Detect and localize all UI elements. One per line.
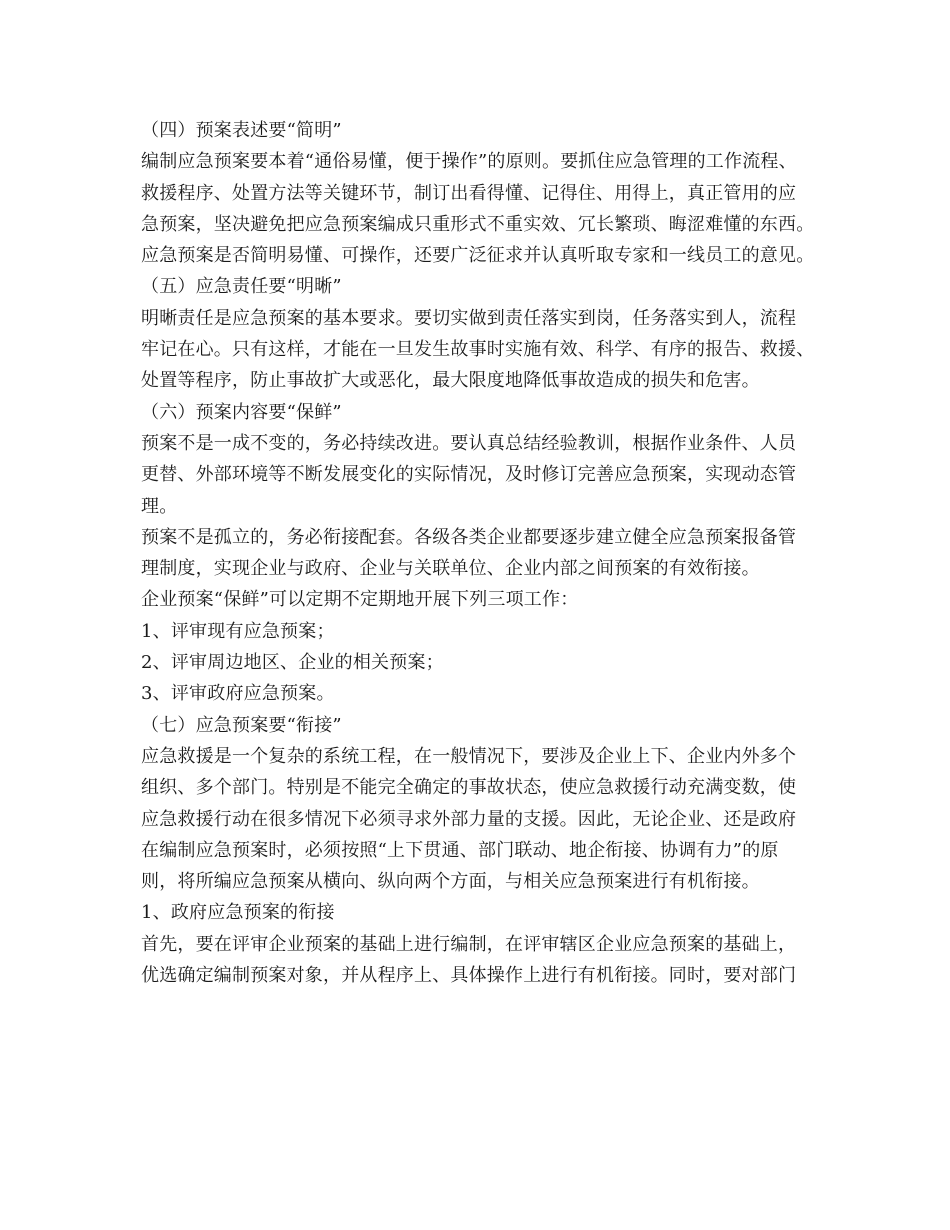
paragraph-line: 应急救援行动在很多情况下必须寻求外部力量的支援。因此，无论企业、还是政府 <box>141 808 797 830</box>
paragraph-line: 企业预案“保鲜”可以定期不定期地开展下列三项工作： <box>141 589 579 611</box>
paragraph-line: 优选确定编制预案对象，并从程序上、具体操作上进行有机衔接。同时，要对部门 <box>141 965 797 987</box>
document-body <box>141 115 821 991</box>
section-heading-6: （六）预案内容要“保鲜” <box>141 401 342 423</box>
list-item: 2、评审周边地区、企业的相关预案； <box>141 652 444 674</box>
paragraph-line: 牢记在心。只有这样，才能在一旦发生故事时实施有效、科学、有序的报告、救援、 <box>141 339 815 361</box>
paragraph-line: 预案不是孤立的，务必衔接配套。各级各类企业都要逐步建立健全应急预案报备管 <box>141 526 797 548</box>
list-item: 1、评审现有应急预案； <box>141 620 335 642</box>
paragraph-line: 首先，要在评审企业预案的基础上进行编制，在评审辖区企业应急预案的基础上， <box>141 933 797 955</box>
paragraph-line: 应急救援是一个复杂的系统工程，在一般情况下，要涉及企业上下、企业内外多个 <box>141 745 797 767</box>
paragraph-line: 急预案，坚决避免把应急预案编成只重形式不重实效、冗长繁琐、晦涩难懂的东西。 <box>141 213 815 235</box>
section-heading-5: （五）应急责任要“明晰” <box>141 276 342 298</box>
paragraph-line: 应急预案是否简明易懂、可操作，还要广泛征求并认真听取专家和一线员工的意见。 <box>141 245 815 267</box>
paragraph-line: 理。 <box>141 495 178 517</box>
list-item: 3、评审政府应急预案。 <box>141 683 335 705</box>
paragraph-line: 组织、多个部门。特别是不能完全确定的事故状态，使应急救援行动充满变数，使 <box>141 777 797 799</box>
subsection-heading: 1、政府应急预案的衔接 <box>141 902 335 924</box>
paragraph-line: 编制应急预案要本着“通俗易懂，便于操作”的原则。要抓住应急管理的工作流程、 <box>141 151 797 173</box>
paragraph-line: 理制度，实现企业与政府、企业与关联单位、企业内部之间预案的有效衔接。 <box>141 558 760 580</box>
section-heading-4: （四）预案表述要“简明” <box>141 120 342 141</box>
paragraph-line: 更替、外部环境等不断发展变化的实际情况，及时修订完善应急预案，实现动态管 <box>141 464 797 486</box>
paragraph-line: 在编制应急预案时，必须按照“上下贯通、部门联动、地企衔接、协调有力”的原 <box>141 839 779 861</box>
paragraph-line: 明晰责任是应急预案的基本要求。要切实做到责任落实到岗，任务落实到人，流程 <box>141 307 797 329</box>
paragraph-line: 处置等程序，防止事故扩大或恶化，最大限度地降低事故造成的损失和危害。 <box>141 370 760 392</box>
paragraph-line: 救援程序、处置方法等关键环节，制订出看得懂、记得住、用得上，真正管用的应 <box>141 182 797 204</box>
paragraph-line: 预案不是一成不变的，务必持续改进。要认真总结经验教训，根据作业条件、人员 <box>141 432 797 454</box>
paragraph-line: 则，将所编应急预案从横向、纵向两个方面，与相关应急预案进行有机衔接。 <box>141 871 760 893</box>
section-heading-7: （七）应急预案要“衔接” <box>141 714 342 736</box>
